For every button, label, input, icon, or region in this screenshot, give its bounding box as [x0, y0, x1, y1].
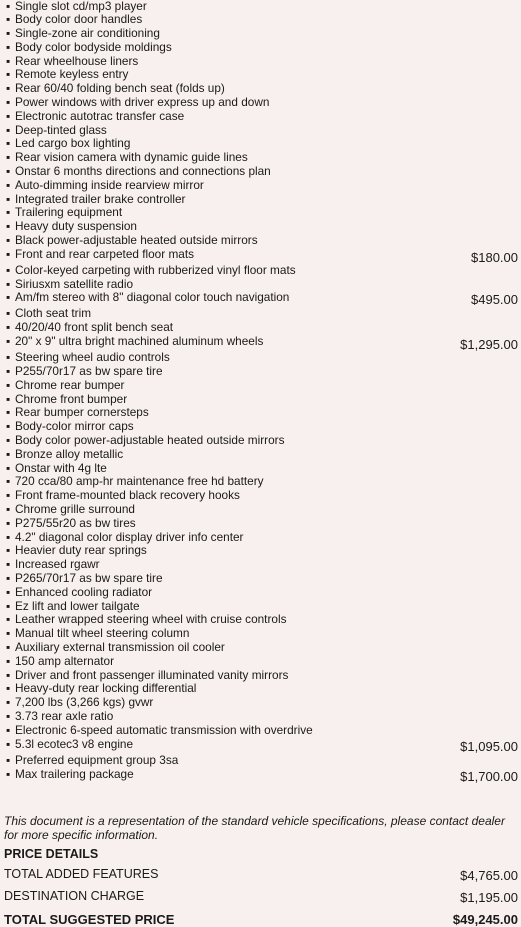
feature-label: Ez lift and lower tailgate [15, 599, 140, 613]
feature-label: 5.3l ecotec3 v8 engine [15, 737, 134, 751]
feature-price: $1,700.00 [460, 769, 518, 784]
feature-label: Trailering equipment [15, 205, 123, 219]
feature-label: 3.73 rear axle ratio [15, 709, 114, 723]
feature-price: $495.00 [471, 292, 518, 307]
feature-label: Body color door handles [15, 12, 143, 26]
bullet-icon: ▪ [6, 433, 11, 447]
feature-price: $1,295.00 [460, 337, 518, 352]
feature-label: Single-zone air conditioning [15, 26, 160, 40]
bullet-icon: ▪ [6, 419, 11, 433]
feature-label: Front frame-mounted black recovery hooks [15, 488, 240, 502]
bullet-icon: ▪ [6, 205, 11, 219]
feature-price: $180.00 [471, 250, 518, 265]
feature-label: Heavy duty suspension [15, 219, 137, 233]
bullet-icon: ▪ [6, 123, 11, 137]
feature-label: Auto-dimming inside rearview mirror [15, 178, 204, 192]
bullet-icon: ▪ [6, 709, 11, 723]
bullet-icon: ▪ [6, 681, 11, 695]
bullet-icon: ▪ [6, 364, 11, 378]
feature-label: Body color bodyside moldings [15, 40, 172, 54]
feature-label: Power windows with driver express up and down [15, 95, 270, 109]
disclaimer: This document is a representation of the standard vehicle specifications, please contact dealer for more specific information. [4, 814, 505, 842]
feature-label: Chrome grille surround [15, 502, 135, 516]
feature-label: Rear vision camera with dynamic guide lines [15, 150, 248, 164]
feature-label: Body color power-adjustable heated outside mirrors [15, 433, 285, 447]
feature-label: Siriusxm satellite radio [15, 277, 134, 291]
bullet-icon: ▪ [6, 109, 11, 123]
total-suggested-price-value: $49,245.00 [452, 912, 518, 927]
bullet-icon: ▪ [6, 192, 11, 206]
feature-label: Rear wheelhouse liners [15, 54, 139, 68]
total-suggested-price-label: TOTAL SUGGESTED PRICE [4, 912, 175, 927]
feature-label: Manual tilt wheel steering column [15, 626, 190, 640]
bullet-icon: ▪ [6, 219, 11, 233]
feature-label: Leather wrapped steering wheel with cruise controls [15, 612, 287, 626]
bullet-icon: ▪ [6, 405, 11, 419]
feature-label: 20" x 9" ultra bright machined aluminum wheels [15, 334, 264, 348]
bullet-icon: ▪ [6, 461, 11, 475]
bullet-icon: ▪ [6, 150, 11, 164]
feature-label: Am/fm stereo with 8" diagonal color touch navigation [15, 290, 290, 304]
feature-price: $1,095.00 [460, 739, 518, 754]
feature-label: Electronic autotrac transfer case [15, 109, 185, 123]
bullet-icon: ▪ [6, 136, 11, 150]
bullet-icon: ▪ [6, 723, 11, 737]
feature-label: P255/70r17 as bw spare tire [15, 364, 163, 378]
feature-label: Heavy-duty rear locking differential [15, 681, 197, 695]
bullet-icon: ▪ [6, 233, 11, 247]
bullet-icon: ▪ [6, 67, 11, 81]
total-added-features-label: TOTAL ADDED FEATURES [4, 867, 159, 881]
bullet-icon: ▪ [6, 392, 11, 406]
feature-label: Chrome rear bumper [15, 378, 125, 392]
price-details-title: PRICE DETAILS [4, 847, 99, 861]
feature-label: P275/55r20 as bw tires [15, 516, 136, 530]
feature-label: 150 amp alternator [15, 654, 115, 668]
bullet-icon: ▪ [6, 767, 11, 781]
bullet-icon: ▪ [6, 530, 11, 544]
feature-label: Electronic 6-speed automatic transmission with overdrive [15, 723, 313, 737]
feature-label: Rear 60/40 folding bench seat (folds up) [15, 81, 225, 95]
bullet-icon: ▪ [6, 557, 11, 571]
feature-label: 720 cca/80 amp-hr maintenance free hd battery [15, 474, 264, 488]
bullet-icon: ▪ [6, 753, 11, 767]
bullet-icon: ▪ [6, 571, 11, 585]
bullet-icon: ▪ [6, 277, 11, 291]
bullet-icon: ▪ [6, 95, 11, 109]
feature-label: 4.2" diagonal color display driver info center [15, 530, 244, 544]
bullet-icon: ▪ [6, 640, 11, 654]
feature-label: Heavier duty rear springs [15, 543, 147, 557]
bullet-icon: ▪ [6, 654, 11, 668]
feature-label: Onstar 6 months directions and connections plan [15, 164, 271, 178]
feature-label: P265/70r17 as bw spare tire [15, 571, 163, 585]
feature-label: Max trailering package [15, 767, 134, 781]
feature-label: Auxiliary external transmission oil cooler [15, 640, 225, 654]
bullet-icon: ▪ [6, 247, 11, 261]
bullet-icon: ▪ [6, 668, 11, 682]
feature-label: Preferred equipment group 3sa [15, 753, 179, 767]
bullet-icon: ▪ [6, 40, 11, 54]
feature-label: Increased rgawr [15, 557, 100, 571]
destination-charge-label: DESTINATION CHARGE [4, 889, 145, 903]
bullet-icon: ▪ [6, 26, 11, 40]
feature-label: Driver and front passenger illuminated vanity mirrors [15, 668, 289, 682]
bullet-icon: ▪ [6, 12, 11, 26]
bullet-icon: ▪ [6, 695, 11, 709]
feature-label: Onstar with 4g lte [15, 461, 107, 475]
feature-label: 7,200 lbs (3,266 kgs) gvwr [15, 695, 154, 709]
bullet-icon: ▪ [6, 54, 11, 68]
feature-label: Black power-adjustable heated outside mirrors [15, 233, 258, 247]
total-added-features-value: $4,765.00 [460, 868, 518, 883]
bullet-icon: ▪ [6, 447, 11, 461]
feature-label: Chrome front bumper [15, 392, 128, 406]
bullet-icon: ▪ [6, 599, 11, 613]
destination-charge-value: $1,195.00 [460, 890, 518, 905]
feature-label: Body-color mirror caps [15, 419, 134, 433]
bullet-icon: ▪ [6, 585, 11, 599]
bullet-icon: ▪ [6, 502, 11, 516]
feature-label: 40/20/40 front split bench seat [15, 320, 174, 334]
feature-label: Led cargo box lighting [15, 136, 131, 150]
feature-label: Deep-tinted glass [15, 123, 107, 137]
bullet-icon: ▪ [6, 334, 11, 348]
bullet-icon: ▪ [6, 306, 11, 320]
bullet-icon: ▪ [6, 543, 11, 557]
feature-label: Enhanced cooling radiator [15, 585, 153, 599]
feature-label: Color-keyed carpeting with rubberized vinyl floor mats [15, 263, 296, 277]
feature-label: Front and rear carpeted floor mats [15, 247, 195, 261]
feature-label: Remote keyless entry [15, 67, 129, 81]
bullet-icon: ▪ [6, 81, 11, 95]
bullet-icon: ▪ [6, 516, 11, 530]
bullet-icon: ▪ [6, 737, 11, 751]
bullet-icon: ▪ [6, 178, 11, 192]
bullet-icon: ▪ [6, 290, 11, 304]
feature-label: Single slot cd/mp3 player [15, 0, 147, 13]
bullet-icon: ▪ [6, 350, 11, 364]
bullet-icon: ▪ [6, 488, 11, 502]
bullet-icon: ▪ [6, 320, 11, 334]
feature-label: Steering wheel audio controls [15, 350, 170, 364]
bullet-icon: ▪ [6, 612, 11, 626]
bullet-icon: ▪ [6, 164, 11, 178]
bullet-icon: ▪ [6, 626, 11, 640]
feature-label: Integrated trailer brake controller [15, 192, 186, 206]
feature-label: Rear bumper cornersteps [15, 405, 149, 419]
feature-label: Cloth seat trim [15, 306, 92, 320]
bullet-icon: ▪ [6, 474, 11, 488]
bullet-icon: ▪ [6, 263, 11, 277]
bullet-icon: ▪ [6, 0, 11, 13]
bullet-icon: ▪ [6, 378, 11, 392]
feature-label: Bronze alloy metallic [15, 447, 124, 461]
